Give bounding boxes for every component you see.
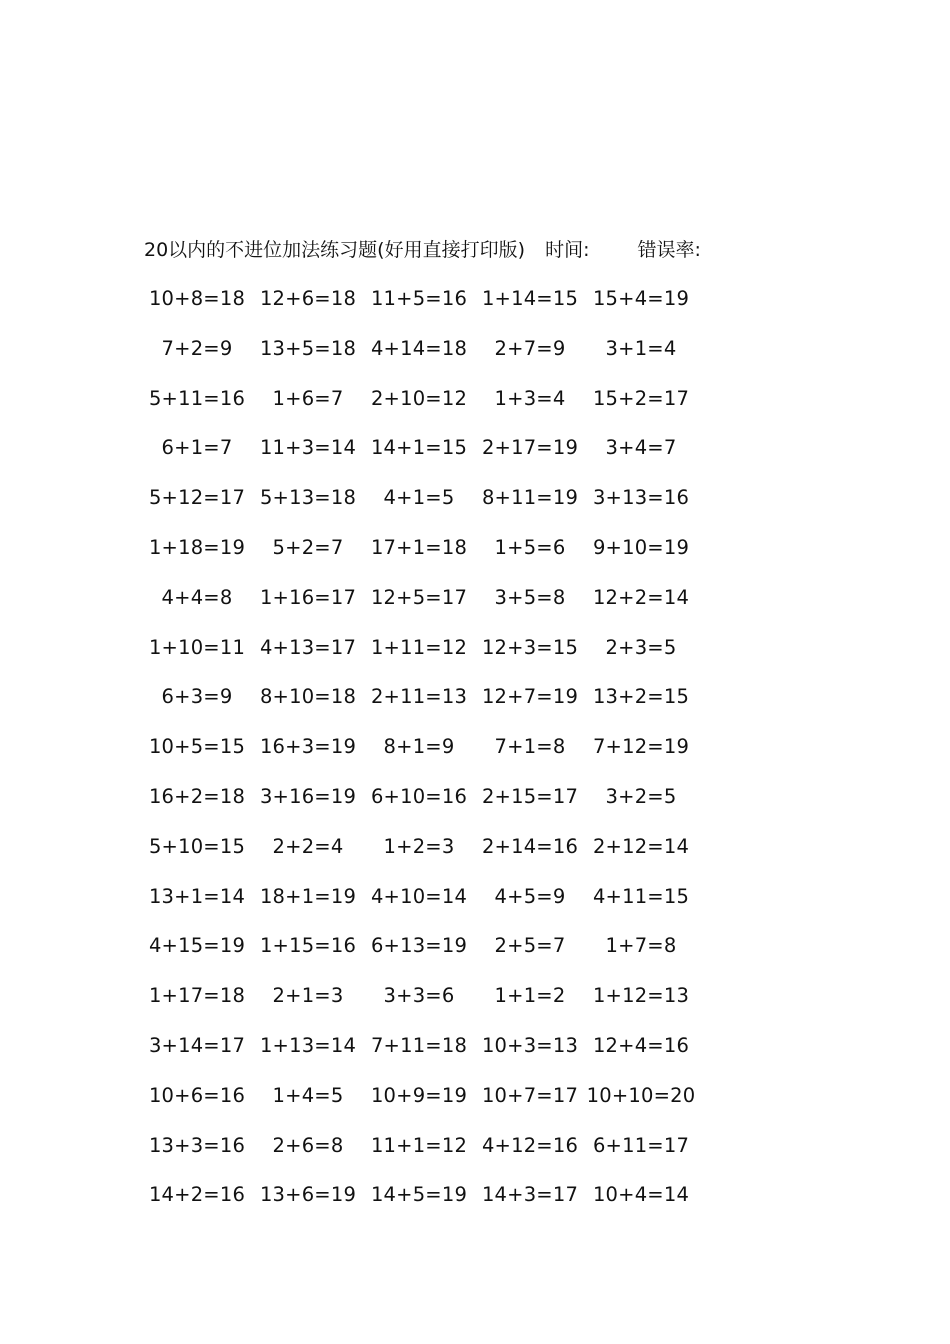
addition-problem: 14+5=19 [370,1183,468,1207]
addition-problem: 9+10=19 [592,535,690,559]
addition-problem: 3+14=17 [148,1033,246,1057]
addition-problem: 4+12=16 [481,1133,579,1157]
addition-problem: 1+7=8 [605,934,677,958]
problem-row [0,933,950,983]
addition-problem: 4+4=8 [161,585,233,609]
addition-problem: 13+6=19 [259,1183,357,1207]
addition-problem: 11+3=14 [259,436,357,460]
addition-problem: 3+2=5 [605,784,677,808]
addition-problem: 1+15=16 [259,934,357,958]
addition-problem: 1+5=6 [494,535,566,559]
addition-problem: 11+1=12 [370,1133,468,1157]
addition-problem: 13+5=18 [259,336,357,360]
problem-row [0,635,950,685]
addition-problem: 1+1=2 [494,984,566,1008]
problem-row [0,1133,950,1183]
addition-problem: 2+10=12 [370,386,468,410]
problem-row [0,485,950,535]
problem-row [0,1083,950,1133]
addition-problem: 1+12=13 [592,984,690,1008]
addition-problem: 10+7=17 [481,1083,579,1107]
addition-problem: 4+10=14 [370,884,468,908]
addition-problem: 7+12=19 [592,735,690,759]
addition-problem: 3+1=4 [605,336,677,360]
problem-row [0,784,950,834]
addition-problem: 7+1=8 [494,735,566,759]
addition-problem: 14+2=16 [148,1183,246,1207]
addition-problem: 1+11=12 [370,635,468,659]
addition-problem: 2+1=3 [272,984,344,1008]
addition-problem: 5+11=16 [148,386,246,410]
addition-problem: 3+13=16 [592,486,690,510]
addition-problem: 1+3=4 [494,386,566,410]
problem-row [0,386,950,436]
addition-problem: 4+13=17 [259,635,357,659]
problem-row [0,535,950,585]
addition-problem: 2+17=19 [481,436,579,460]
addition-problem: 5+12=17 [148,486,246,510]
problem-row [0,884,950,934]
addition-problem: 8+10=18 [259,685,357,709]
addition-problem: 5+10=15 [148,834,246,858]
addition-problem: 13+2=15 [592,685,690,709]
addition-problem: 6+3=9 [161,685,233,709]
addition-problem: 5+2=7 [272,535,344,559]
addition-problem: 10+3=13 [481,1033,579,1057]
addition-problem: 18+1=19 [259,884,357,908]
problem-row [0,983,950,1033]
addition-problem: 12+6=18 [259,287,357,310]
addition-problem: 2+7=9 [494,336,566,360]
addition-problem: 3+5=8 [494,585,566,609]
addition-problem: 1+17=18 [148,984,246,1008]
problem-row [0,336,950,386]
addition-problem: 10+4=14 [592,1183,690,1207]
addition-problem: 4+14=18 [370,336,468,360]
addition-problem: 4+11=15 [592,884,690,908]
addition-problem: 12+2=14 [592,585,690,609]
addition-problem: 2+15=17 [481,784,579,808]
addition-problem: 16+3=19 [259,735,357,759]
problem-row [0,585,950,635]
addition-problem: 12+5=17 [370,585,468,609]
addition-problem: 10+8=18 [148,287,246,310]
problem-row [0,734,950,784]
addition-problem: 6+1=7 [161,436,233,460]
addition-problem: 7+2=9 [161,336,233,360]
addition-problem: 2+5=7 [494,934,566,958]
time-label: 时间: [545,239,590,261]
addition-problem: 5+13=18 [259,486,357,510]
addition-problem: 1+14=15 [481,287,579,310]
addition-problem: 7+11=18 [370,1033,468,1057]
problem-row [0,1182,950,1232]
addition-problem: 12+3=15 [481,635,579,659]
error-rate-label: 错误率: [637,239,701,261]
addition-problem: 1+18=19 [148,535,246,559]
addition-problem: 13+1=14 [148,884,246,908]
problem-row [0,435,950,485]
addition-problem: 16+2=18 [148,784,246,808]
addition-problem: 2+14=16 [481,834,579,858]
addition-problem: 2+11=13 [370,685,468,709]
addition-problem: 2+6=8 [272,1133,344,1157]
addition-problem: 10+9=19 [370,1083,468,1107]
addition-problem: 6+13=19 [370,934,468,958]
addition-problem: 1+4=5 [272,1083,344,1107]
addition-problem: 1+10=11 [148,635,246,659]
addition-problem: 11+5=16 [370,287,468,310]
addition-problem: 12+4=16 [592,1033,690,1057]
addition-problem: 3+16=19 [259,784,357,808]
addition-problem: 13+3=16 [148,1133,246,1157]
problem-grid [0,286,950,1232]
problem-row [0,834,950,884]
worksheet-title: 20以内的不进位加法练习题(好用直接打印版) [144,239,526,261]
addition-problem: 4+1=5 [383,486,455,510]
problem-row [0,684,950,734]
addition-problem: 1+16=17 [259,585,357,609]
addition-problem: 3+3=6 [383,984,455,1008]
addition-problem: 15+2=17 [592,386,690,410]
addition-problem: 8+11=19 [481,486,579,510]
addition-problem: 3+4=7 [605,436,677,460]
addition-problem: 15+4=19 [592,287,690,310]
addition-problem: 2+2=4 [272,834,344,858]
addition-problem: 17+1=18 [370,535,468,559]
addition-problem: 4+15=19 [148,934,246,958]
addition-problem: 6+10=16 [370,784,468,808]
addition-problem: 10+5=15 [148,735,246,759]
addition-problem: 6+11=17 [592,1133,690,1157]
addition-problem: 2+3=5 [605,635,677,659]
addition-problem: 14+3=17 [481,1183,579,1207]
addition-problem: 10+10=20 [586,1083,696,1107]
problem-row [0,1033,950,1083]
worksheet-header [144,236,701,264]
addition-problem: 1+2=3 [383,834,455,858]
addition-problem: 1+13=14 [259,1033,357,1057]
addition-problem: 10+6=16 [148,1083,246,1107]
problem-row [0,286,950,336]
addition-problem: 8+1=9 [383,735,455,759]
addition-problem: 12+7=19 [481,685,579,709]
addition-problem: 4+5=9 [494,884,566,908]
addition-problem: 2+12=14 [592,834,690,858]
addition-problem: 1+6=7 [272,386,344,410]
addition-problem: 14+1=15 [370,436,468,460]
